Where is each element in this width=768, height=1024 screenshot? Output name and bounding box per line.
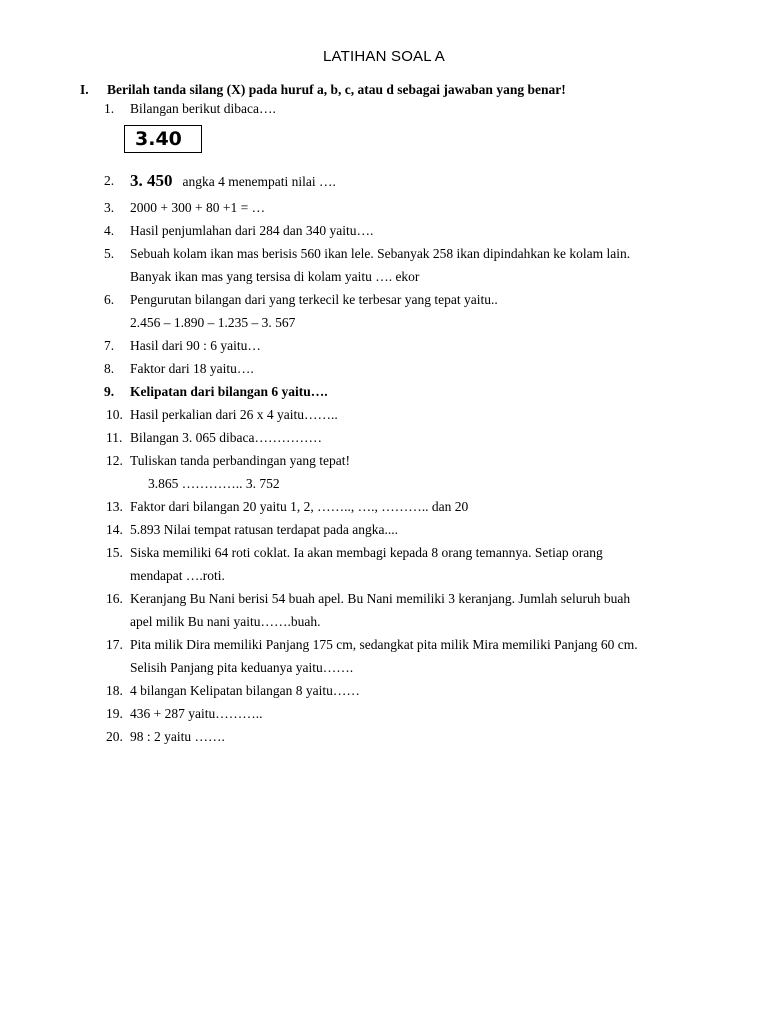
number-sequence: 2.456 – 1.890 – 1.235 – 3. 567 (130, 315, 296, 330)
question-number: 14. (106, 522, 123, 537)
question-text: Faktor dari 18 yaitu…. (130, 361, 254, 376)
question-text: 4 bilangan Kelipatan bilangan 8 yaitu…… (130, 683, 360, 698)
question-number: 1. (104, 101, 115, 116)
question-number: 5. (104, 246, 115, 261)
question-14 (106, 518, 726, 541)
question-16 (106, 587, 726, 610)
question-number: 17. (106, 637, 123, 652)
question-number: 18. (106, 683, 123, 698)
instruction-text: Berilah tanda silang (X) pada huruf a, b, c, atau d sebagai jawaban yang benar! (107, 82, 566, 97)
question-11 (106, 426, 726, 449)
question-number: 8. (104, 361, 115, 376)
question-text: Tuliskan tanda perbandingan yang tepat! (130, 453, 350, 468)
question-4 (104, 219, 724, 242)
question-text: Sebuah kolam ikan mas berisis 560 ikan lele. Sebanyak 258 ikan dipindahkan ke kolam lain. (130, 246, 631, 261)
section-numeral: I. (80, 82, 89, 97)
question-9 (104, 380, 724, 403)
question-20 (106, 725, 726, 748)
question-16-continuation: apel milik Bu nani yaitu…….buah. (130, 614, 321, 629)
question-number: 10. (106, 407, 123, 422)
question-12 (106, 449, 726, 472)
question-text: Hasil penjumlahan dari 284 dan 340 yaitu…. (130, 223, 374, 238)
question-text: 2000 + 300 + 80 +1 = … (130, 200, 266, 215)
question-5-continuation: Banyak ikan mas yang tersisa di kolam yaitu …. ekor (130, 269, 420, 284)
page-title: LATIHAN SOAL A (322, 48, 445, 65)
question-6 (104, 288, 724, 311)
question-text: Bilangan 3. 065 dibaca…………… (130, 430, 322, 445)
comparison-blank: 3.865 ………….. 3. 752 (148, 476, 280, 491)
question-text: Pengurutan bilangan dari yang terkecil ke terbesar yang tepat yaitu.. (130, 292, 498, 307)
question-17 (106, 633, 726, 656)
question-10 (106, 403, 726, 426)
question-number: 13. (106, 499, 123, 514)
question-number: 19. (106, 706, 123, 721)
question-8 (104, 357, 724, 380)
highlighted-number: 3. 450 (130, 171, 173, 190)
question-text: Hasil perkalian dari 26 x 4 yaitu…….. (130, 407, 338, 422)
question-text: Kelipatan dari bilangan 6 yaitu…. (130, 384, 328, 399)
question-text: Keranjang Bu Nani berisi 54 buah apel. Bu Nani memiliki 3 keranjang. Jumlah seluruh buah (130, 591, 631, 606)
question-number: 9. (104, 384, 115, 399)
question-13 (106, 495, 726, 518)
question-text: Hasil dari 90 : 6 yaitu… (130, 338, 261, 353)
question-18 (106, 679, 726, 702)
question-number: 11. (106, 430, 123, 445)
question-number: 6. (104, 292, 115, 307)
question-number: 16. (106, 591, 123, 606)
question-text: Pita milik Dira memiliki Panjang 175 cm, sedangkat pita milik Mira memiliki Panjang 60 cm. (130, 637, 638, 652)
question-number: 4. (104, 223, 115, 238)
question-17-continuation: Selisih Panjang pita keduanya yaitu……. (130, 660, 354, 675)
question-number: 12. (106, 453, 123, 468)
question-3 (104, 196, 724, 219)
question-text: Bilangan berikut dibaca…. (130, 101, 276, 116)
question-text: Siska memiliki 64 roti coklat. Ia akan membagi kepada 8 orang temannya. Setiap orang (130, 545, 603, 560)
question-19 (106, 702, 726, 725)
question-number: 7. (104, 338, 115, 353)
question-1 (104, 97, 724, 120)
question-15 (106, 541, 726, 564)
question-text: angka 4 menempati nilai …. (182, 174, 336, 189)
question-number: 3. (104, 200, 115, 215)
question-number: 20. (106, 729, 123, 744)
question-text: Faktor dari bilangan 20 yaitu 1, 2, …….., …., ……….. dan 20 (130, 499, 469, 514)
question-number: 15. (106, 545, 123, 560)
question-5 (104, 242, 724, 265)
question-number: 2. (104, 173, 115, 188)
question-body (130, 169, 720, 193)
question-text: 98 : 2 yaitu ……. (130, 729, 225, 744)
question-text: 436 + 287 yaitu……….. (130, 706, 263, 721)
question-2 (104, 169, 724, 192)
question-7 (104, 334, 724, 357)
boxed-number: 3.40 (124, 125, 202, 153)
question-15-continuation: mendapat ….roti. (130, 568, 225, 583)
question-text: 5.893 Nilai tempat ratusan terdapat pada angka.... (130, 522, 399, 537)
